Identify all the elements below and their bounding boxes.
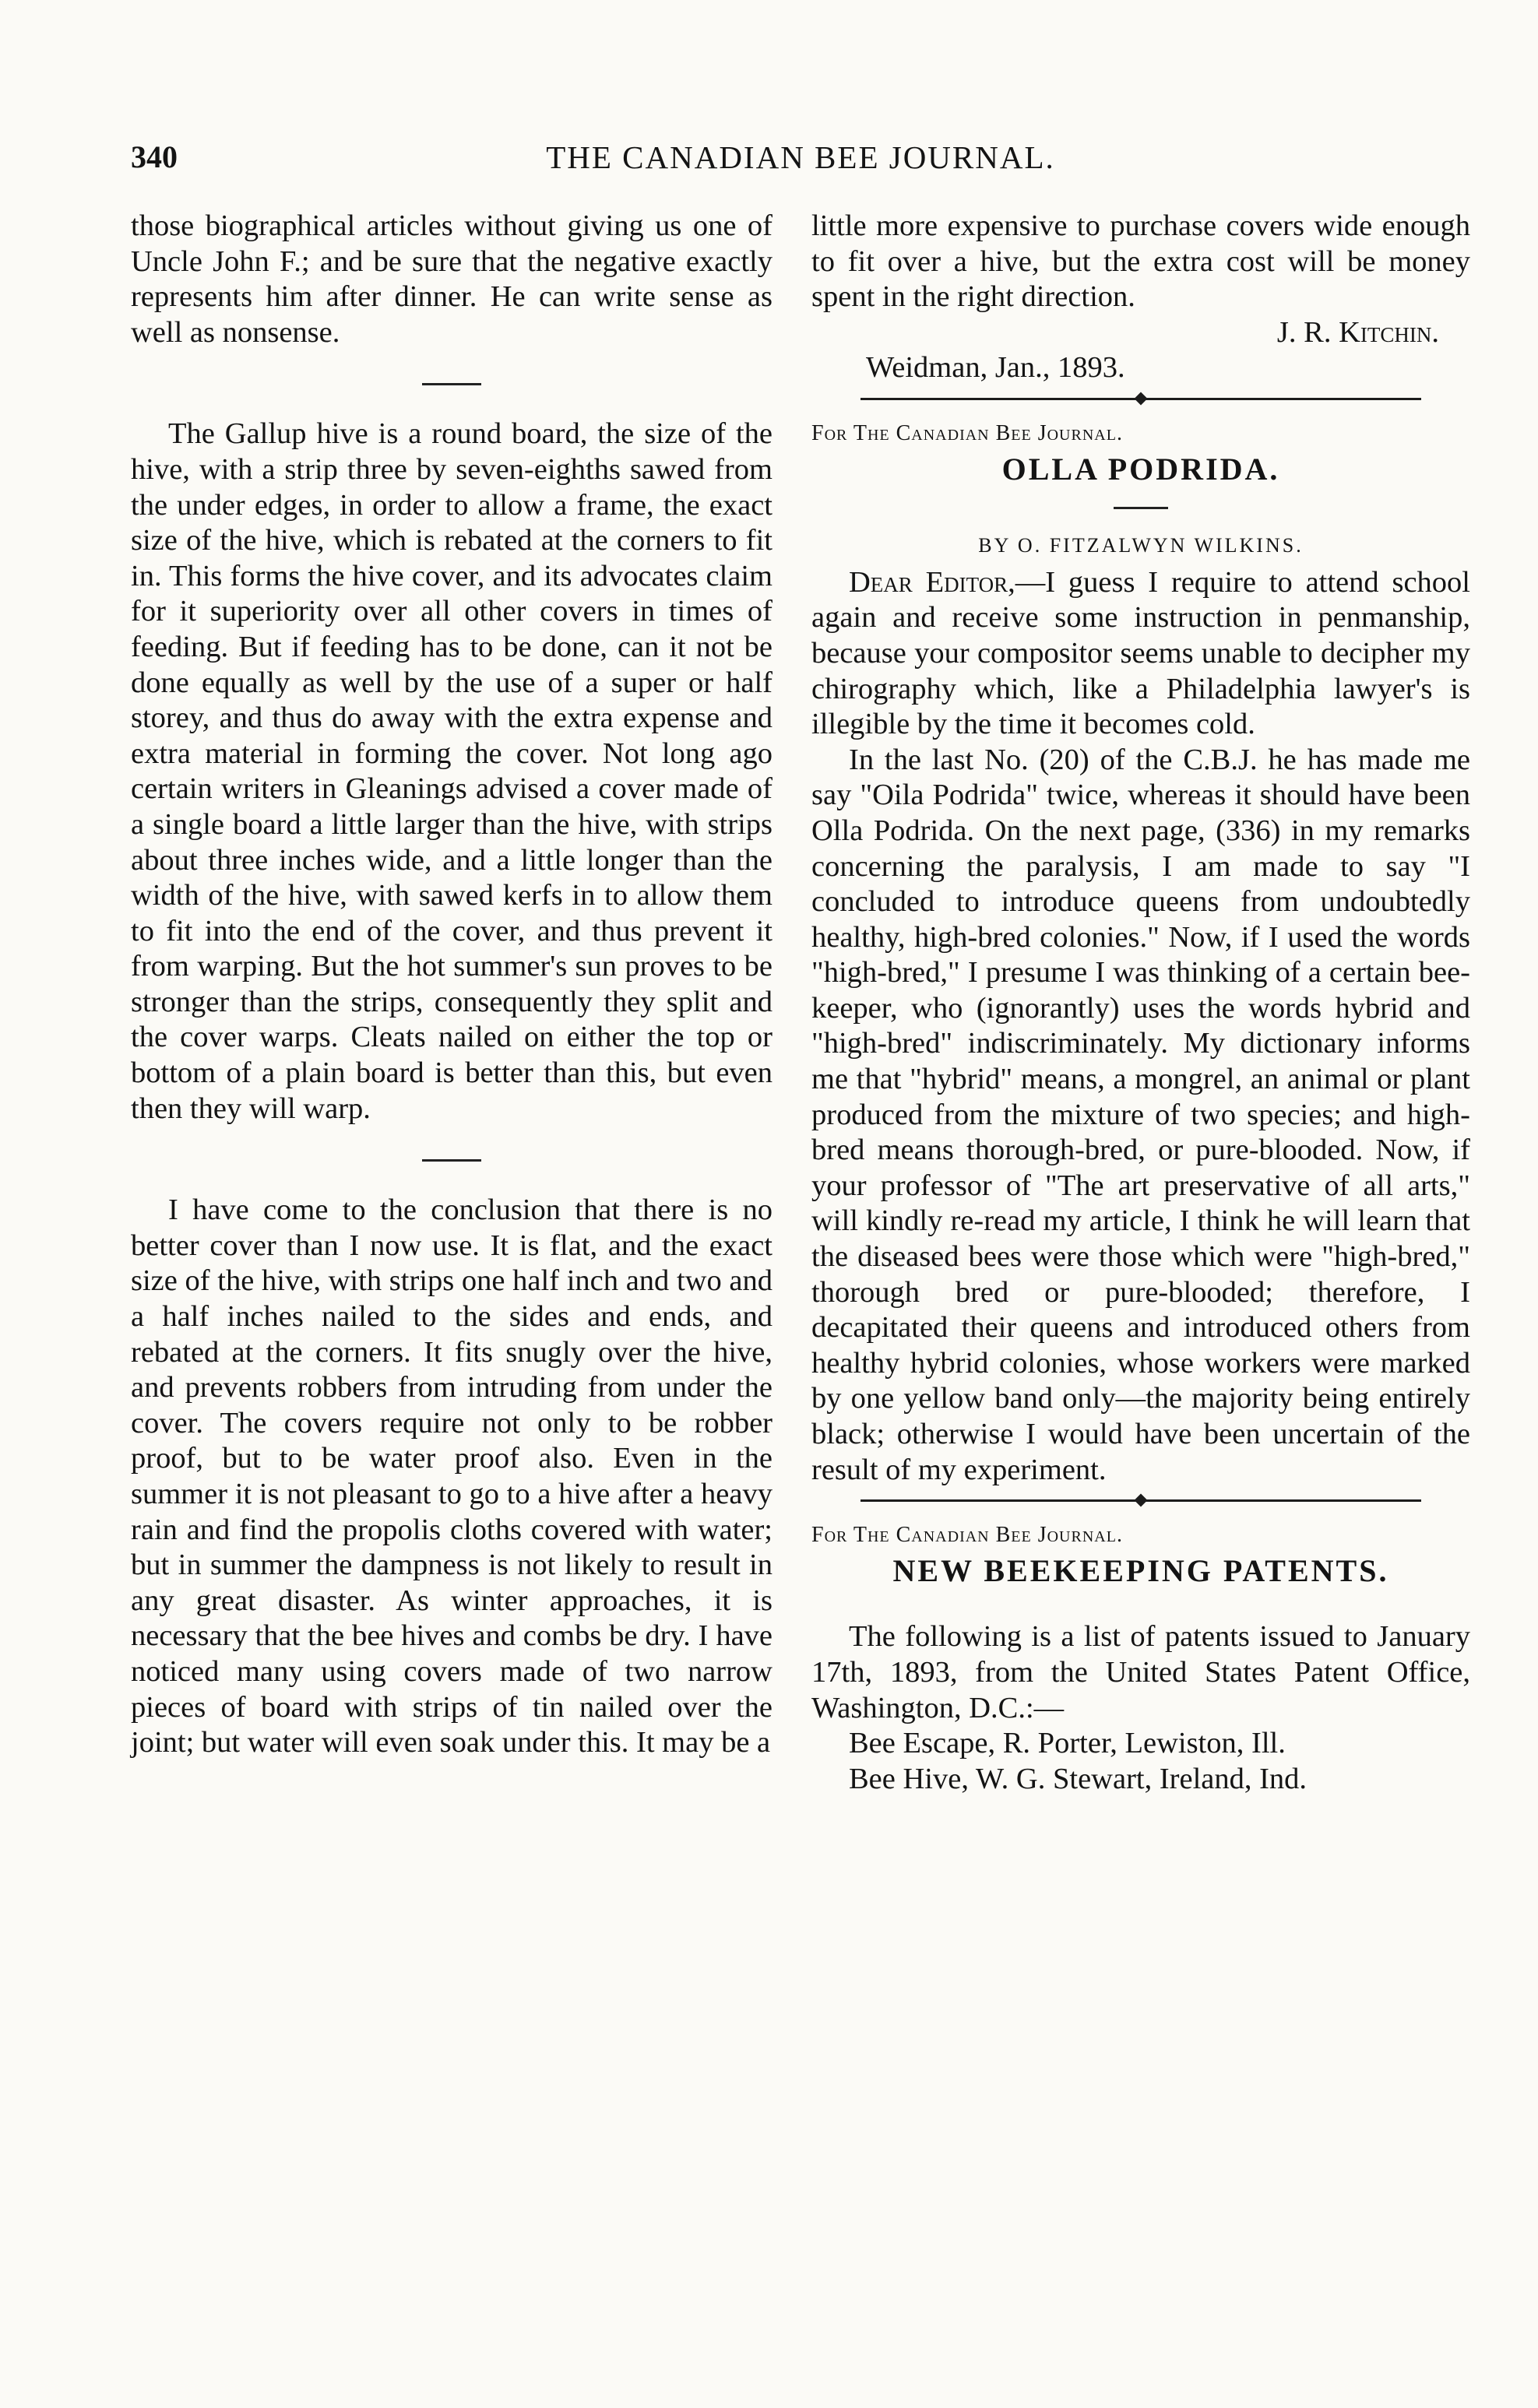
title-divider (1114, 507, 1168, 509)
section-divider (422, 383, 481, 385)
paragraph-penmanship: —I guess I require to attend school again and receive some instruction in penmanship, because your compositor seems unable to decipher my chirography which, like a Philadelphia lawyer's is illegible by the time it becomes cold. (811, 565, 1470, 741)
paragraph-patents-intro: The following is a list of patents issued to January 17th, 1893, from the United States Patent Office, Washington, D.C.:— (811, 1620, 1470, 1724)
paragraph-gallup-hive: The Gallup hive is a round board, the size of the hive, with a strip three by seven-eighths sawed from the under edges, in order to allow a frame, the exact size of the hive, which is rebated at the corners to fit in. This forms the hive cover, and its advocates claim for it superiority over all other covers in times of feeding. But if feeding has to be done, can it not be done equally as well by the use of a super or half storey, and thus do away with the extra expense and extra material in forming the cover. Not long ago certain writers in Gleanings advised a cover made of a single board a little larger than the hive, with strips about three inches wide, and a little longer than the width of the hive, with sawed kerfs in to allow them to fit into the end of the cover, and thus prevent it from warping. But the hot summer's sun proves to be stronger than the strips, consequently they split and the cover warps. Cleats nailed on either the top or bottom of a plain board is better than this, but even then they will warp. (131, 417, 773, 1125)
ornament-divider (861, 1494, 1421, 1506)
article-title-patents: NEW BEEKEEPING PATENTS. (892, 1552, 1389, 1588)
patent-item: Bee Hive, W. G. Stewart, Ireland, Ind. (849, 1762, 1307, 1795)
right-column (811, 209, 1470, 1797)
for-line: For The Canadian Bee Journal. (811, 1523, 1123, 1548)
paragraph-salutation (811, 565, 1470, 743)
author-signature: J. R. Kitchin. (1276, 315, 1439, 349)
section-divider (422, 1159, 481, 1162)
paragraph-hybrid: In the last No. (20) of the C.B.J. he has made me say "Oila Podrida" twice, whereas it should have been Olla Podrida. On the next page, (336) in my remarks concerning the paralysis, I am made to say "I concluded to introduce queens from undoubtedly healthy, high-bred colonies." Now, if I used the words "high-bred," I presume I was thinking of a certain bee-keeper, who (ignorantly) uses the words hybrid and "high-bred" indiscriminately. My dictionary informs me that "hybrid" means, a mongrel, an animal or plant produced from the mixture of two species; and high-bred means thorough-bred, or pure-blooded. Now, if your professor of "The art preservative of all arts," will kindly re-read my article, I think he will learn that the diseased bees were those which were "high-bred," thorough bred or pure-blooded; therefore, I decapitated their queens and introduced others from healthy hybrid colonies, whose workers were marked by one yellow band only—the majority being entirely black; otherwise I would have been uncertain of the result of my experiment. (811, 743, 1470, 1486)
article-byline: BY O. FITZALWYN WILKINS. (978, 534, 1304, 557)
left-column (131, 209, 773, 1761)
journal-title: THE CANADIAN BEE JOURNAL. (546, 139, 1055, 175)
page-number: 340 (131, 139, 178, 174)
for-line: For The Canadian Bee Journal. (811, 420, 1123, 445)
ornament-divider (861, 392, 1421, 405)
salutation: Dear Editor, (849, 565, 1015, 599)
page-header (131, 139, 1470, 185)
article-title-olla-podrida: OLLA PODRIDA. (1001, 451, 1280, 487)
patent-item: Bee Escape, R. Porter, Lewiston, Ill. (849, 1727, 1286, 1760)
paragraph-cover-conclusion: I have come to the conclusion that there is no better cover than I now use. It is flat, and the exact size of the hive, with strips one half inch and two and a half inches nailed to the sides and ends, and rebated at the corners. It fits snugly over the hive, and prevents robbers from intruding from under the cover. The covers require not only to be robber proof, but to be water proof also. Even in the summer it is not pleasant to go to a hive after a heavy rain and find the propolis cloths covered with water; but in summer the dampness is not likely to result in any great disaster. As winter approaches, it is necessary that the bee hives and combs be dry. I have noticed many using covers made of two narrow pieces of board with strips of tin nailed over the joint; but water will even soak under this. It may be a (131, 1193, 773, 1759)
dateline: Weidman, Jan., 1893. (866, 351, 1125, 385)
paragraph-continuation: little more expensive to purchase covers wide enough to fit over a hive, but the extra cost will be money spent in the right direction. (811, 209, 1470, 314)
paragraph-continued: those biographical articles without giving us one of Uncle John F.; and be sure that the negative exactly represents him after dinner. He can write sense as well as nonsense. (131, 209, 773, 349)
